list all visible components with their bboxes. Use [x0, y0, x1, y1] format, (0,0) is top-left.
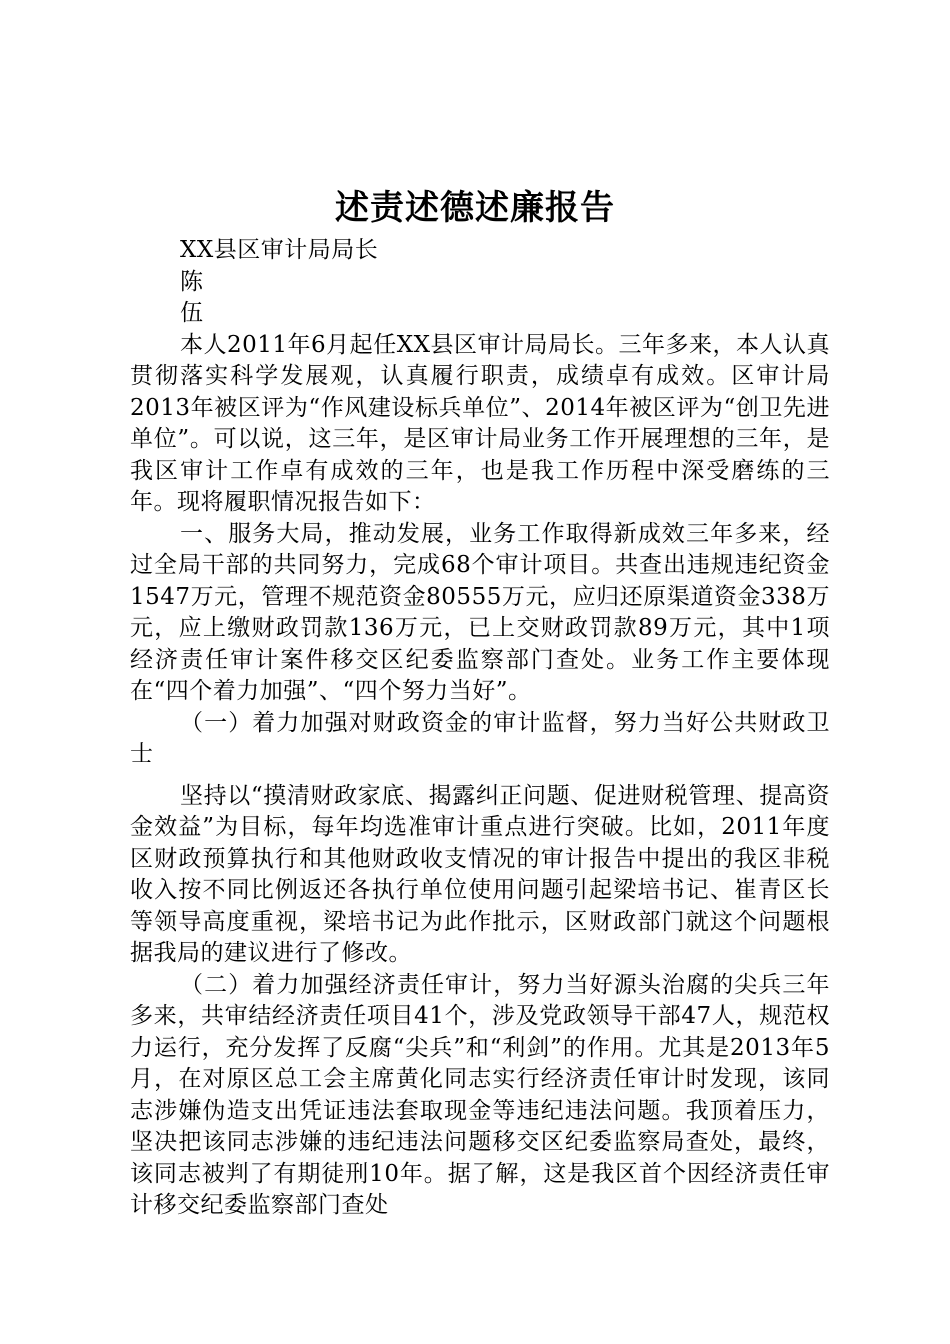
- author-line: XX县区审计局局长: [180, 237, 379, 263]
- author-name-line-1: 陈: [180, 268, 204, 295]
- document-body: [130, 235, 830, 1222]
- paragraph-intro: 本人2011年6月起任XX县区审计局局长。三年多来，本人认真贯彻落实科学发展观，认真履行职责，成绩卓有成效。区审计局2013年被区评为“作风建设标兵单位”、2014年被区评为“创卫先进单位”。可以说，这三年，是区审计局业务工作开展理想的三年，是我区审计工作卓有成效的三年，也是我工作历程中深受磨练的三年。现将履职情况报告如下：: [130, 331, 830, 515]
- paragraph-subheading-2: （二）着力加强经济责任审计，努力当好源头治腐的尖兵三年多来，共审结经济责任项目41个，涉及党政领导干部47人，规范权力运行，充分发挥了反腐“尖兵”和“利剑”的作用。尤其是2013年5月，在对原区总工会主席黄化同志实行经济责任审计时发现，该同志涉嫌伪造支出凭证违法套取现金等违纪违法问题。我顶着压力，坚决把该同志涉嫌的违纪违法问题移交区纪委监察局查处，最终，该同志被判了有期徒刑10年。据了解，这是我区首个因经济责任审计移交纪委监察部门查处: [130, 971, 830, 1218]
- document-title: 述责述德述廉报告: [335, 188, 615, 228]
- author-name-line-2: 伍: [180, 300, 204, 326]
- paragraph-subheading-1: （一）着力加强对财政资金的审计监督，努力当好公共财政卫士: [130, 709, 830, 767]
- paragraph-finance-audit: 坚持以“摸清财政家底、揭露纠正问题、促进财税管理、提高资金效益”为目标，每年均选准审计重点进行突破。比如，2011年度区财政预算执行和其他财政收支情况的审计报告中提出的我区非税收入按不同比例返还各执行单位使用问题引起梁培书记、崔青区长等领导高度重视，梁培书记为此作批示，区财政部门就这个问题根据我局的建议进行了修改。: [130, 782, 830, 966]
- paragraph-section-1: 一、服务大局，推动发展，业务工作取得新成效三年多来，经过全局干部的共同努力，完成68个审计项目。共查出违规违纪资金1547万元，管理不规范资金80555万元，应归还原渠道资金338万元，应上缴财政罚款136万元，已上交财政罚款89万元，其中1项经济责任审计案件移交区纪委监察部门查处。业务工作主要体现在“四个着力加强”、“四个努力当好”。: [130, 520, 830, 704]
